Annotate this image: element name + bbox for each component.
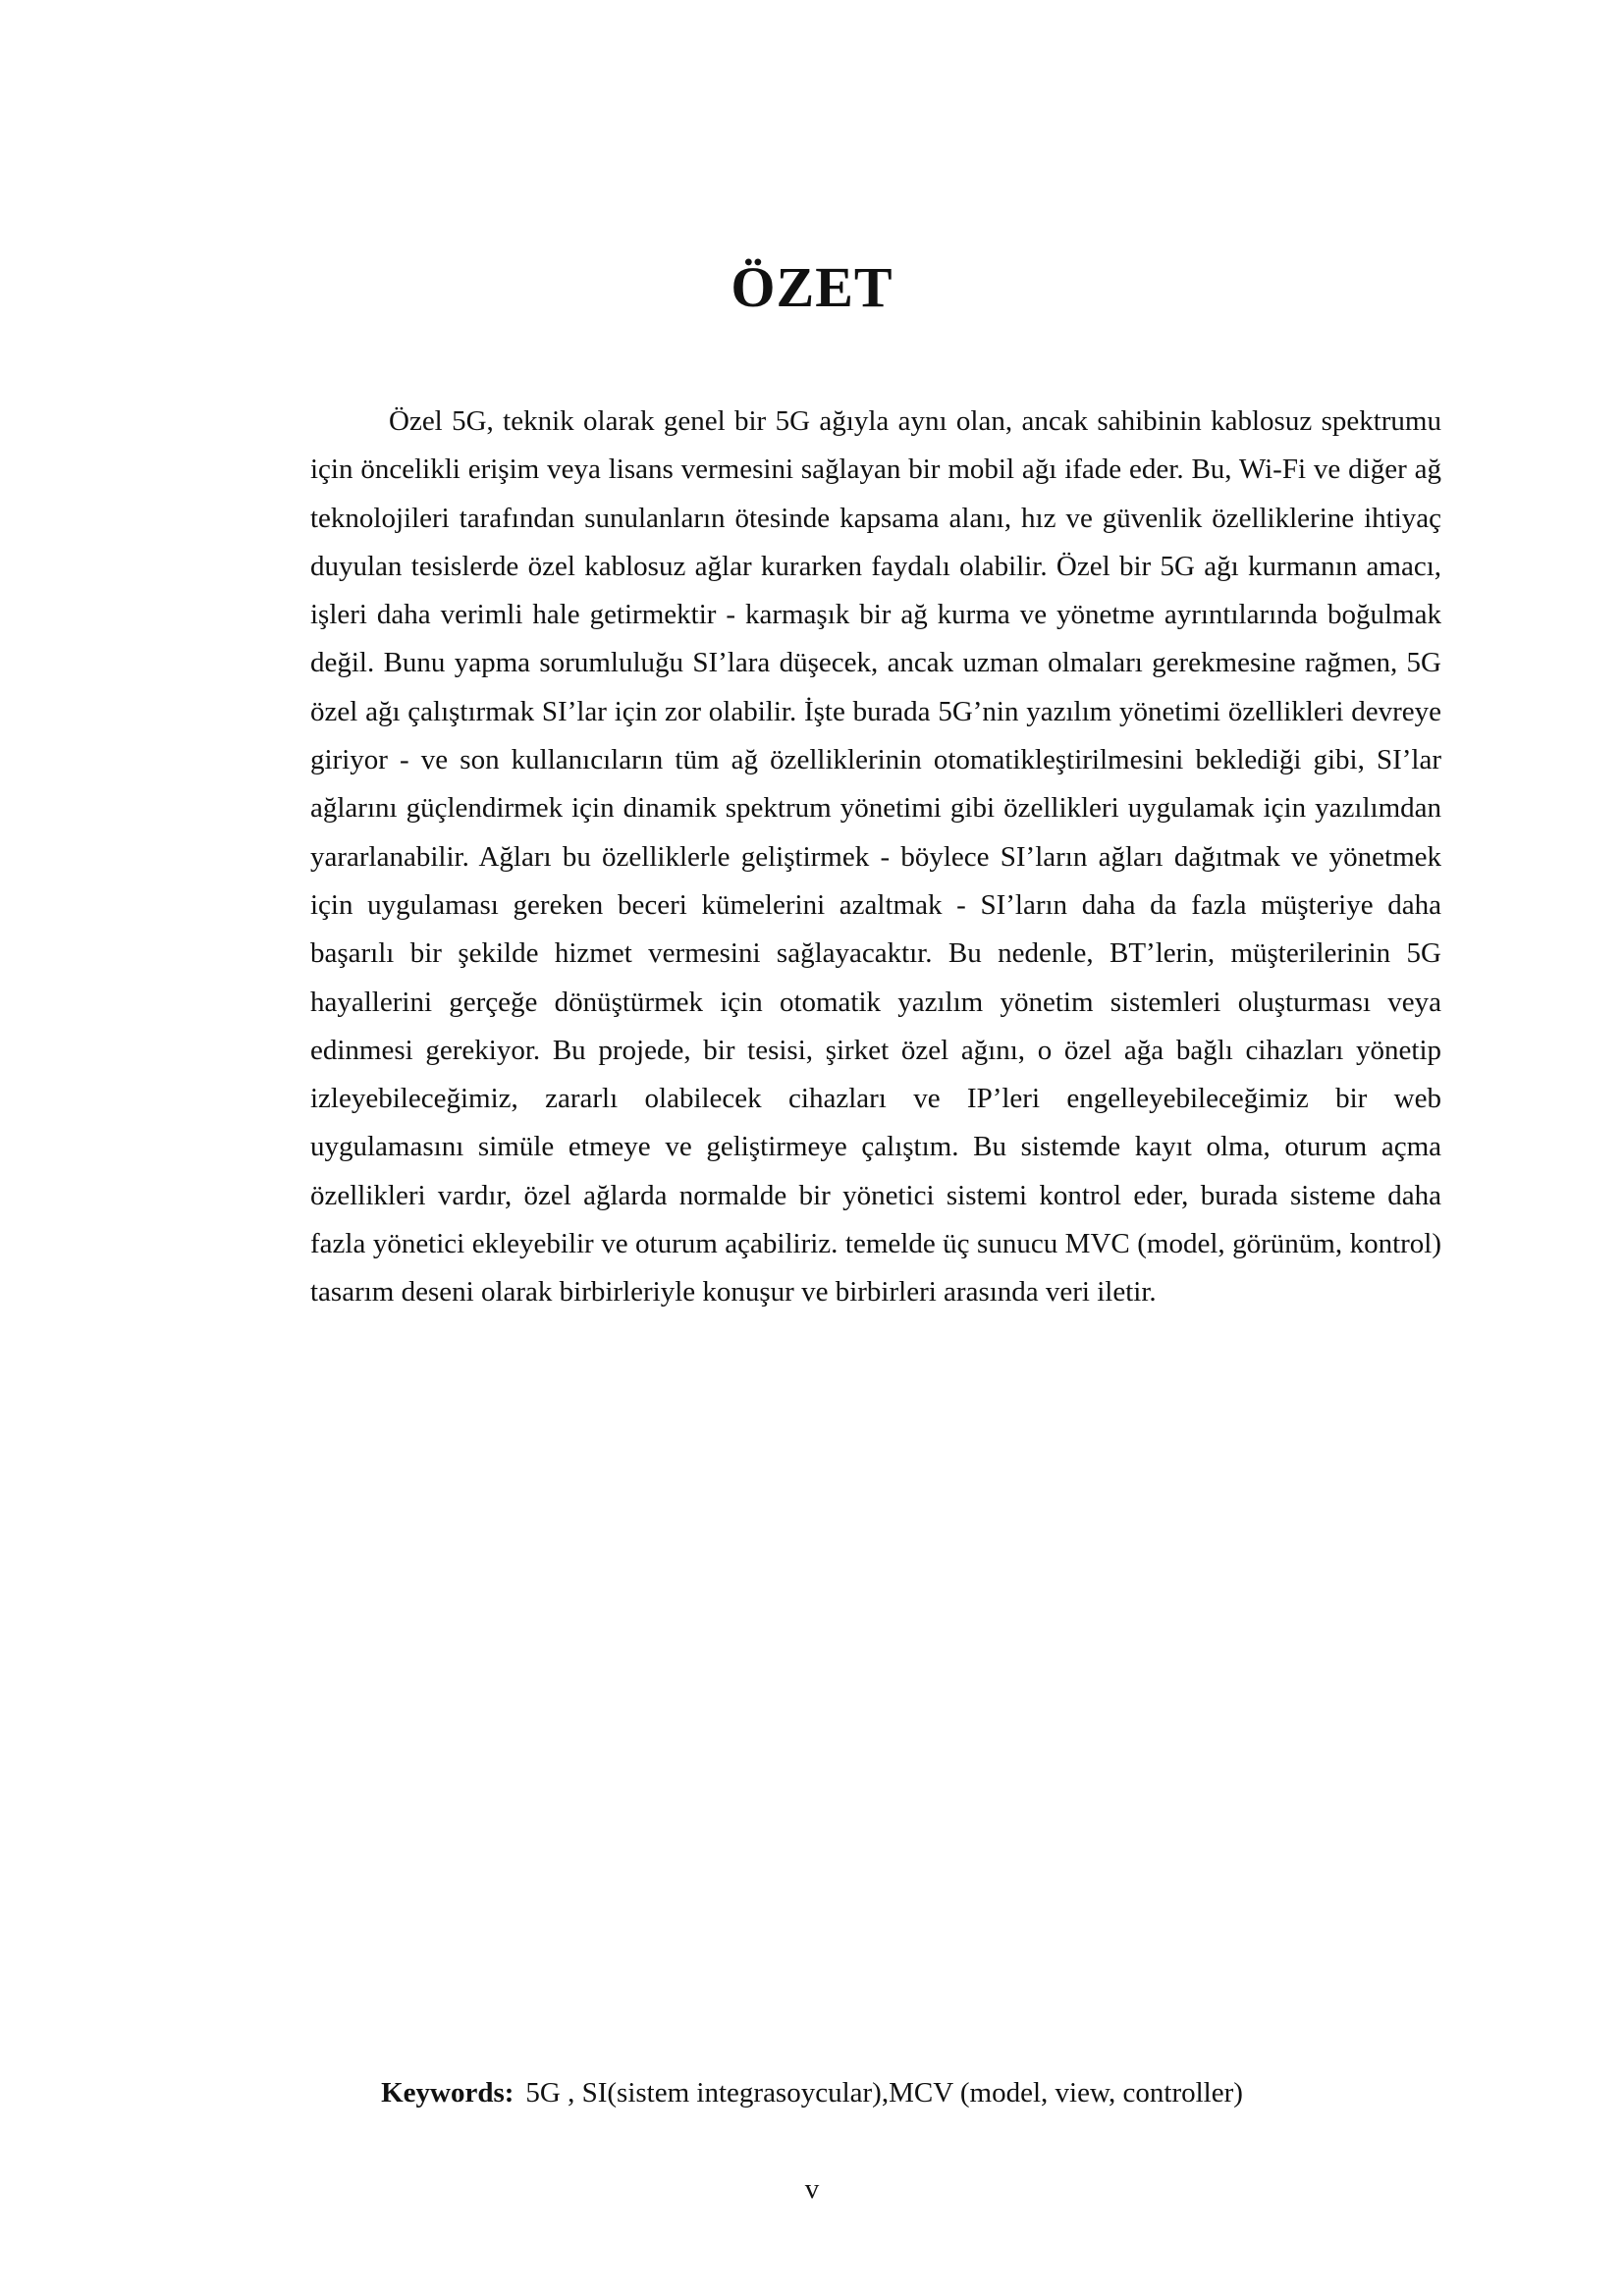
keywords-value: 5G , SI(sistem integrasoycular),MCV (model, view, controller)	[525, 2077, 1243, 2109]
keywords-line	[0, 2073, 1624, 2112]
keywords-label: Keywords:	[381, 2077, 514, 2109]
page-title: ÖZET	[731, 255, 893, 319]
abstract-paragraph: Özel 5G, teknik olarak genel bir 5G ağıyla aynı olan, ancak sahibinin kablosuz spektrumu için öncelikli erişim veya lisans vermesini sağlayan bir mobil ağı ifade eder. Bu, Wi-Fi ve diğer ağ teknolojileri tarafından sunulanların ötesinde kapsama alanı, hız ve güvenlik özelliklerine ihtiyaç duyulan tesislerde özel kablosuz ağlar kurarken faydalı olabilir. Özel bir 5G ağı kurmanın amacı, işleri daha verimli hale getirmektir - karmaşık bir ağ kurma ve yönetme ayrıntılarında boğulmak değil. Bunu yapma sorumluluğu SI’lara düşecek, ancak uzman olmaları gerekmesine rağmen, 5G özel ağı çalıştırmak SI’lar için zor olabilir. İşte burada 5G’nin yazılım yönetimi özellikleri devreye giriyor - ve son kullanıcıların tüm ağ özelliklerinin otomatikleştirilmesini beklediği gibi, SI’lar ağlarını güçlendirmek için dinamik spektrum yönetimi gibi özellikleri uygulamak için yazılımdan yararlanabilir. Ağları bu özelliklerle geliştirmek - böylece SI’ların ağları dağıtmak ve yönetmek için uygulaması gereken beceri kümelerini azaltmak - SI’ların daha da fazla müşteriye daha başarılı bir şekilde hizmet vermesini sağlayacaktır. Bu nedenle, BT’lerin, müşterilerinin 5G hayallerini gerçeğe dönüştürmek için otomatik yazılım yönetim sistemleri oluşturması veya edinmesi gerekiyor. Bu projede, bir tesisi, şirket özel ağını, o özel ağa bağlı cihazları yönetip izleyebileceğimiz, zararlı olabilecek cihazları ve IP’leri engelleyebileceğimiz bir web uygulamasını simüle etmeye ve geliştirmeye çalıştım. Bu sistemde kayıt olma, oturum açma özellikleri vardır, özel ağlarda normalde bir yönetici sistemi kontrol eder, burada sisteme daha fazla yönetici ekleyebilir ve oturum açabiliriz. temelde üç sunucu MVC (model, görünüm, kontrol) tasarım deseni olarak birbirleriyle konuşur ve birbirleri arasında veri iletir.	[310, 405, 1441, 1308]
page-number: v	[804, 2173, 820, 2205]
